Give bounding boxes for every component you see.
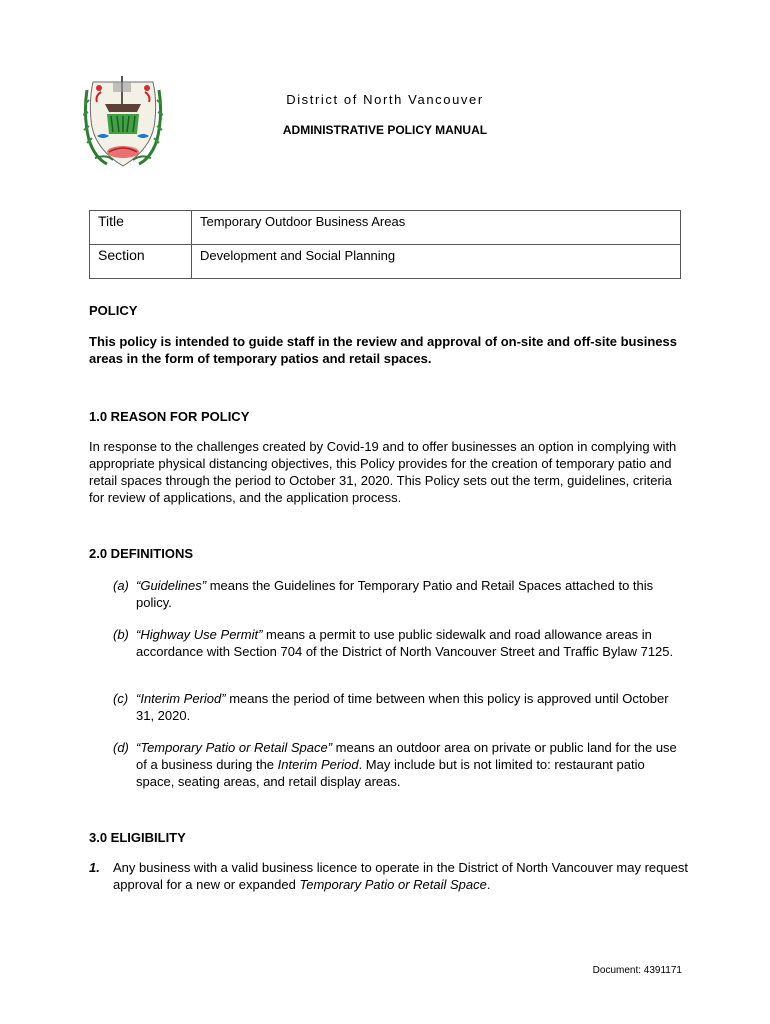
eligibility-item <box>89 859 689 893</box>
definition-term: “Highway Use Permit” <box>136 627 263 642</box>
definition-text: means the Guidelines for Temporary Patio and Retail Spaces attached to this policy. <box>136 578 654 610</box>
definition-label: (a) <box>113 578 129 593</box>
district-crest-logo <box>83 70 163 170</box>
eligibility-term: Temporary Patio or Retail Space <box>299 877 487 892</box>
document-number: Document: 4391171 <box>592 965 682 976</box>
policy-meta-table <box>89 210 681 279</box>
organization-name: District of North Vancouver <box>286 92 484 107</box>
eligibility-text: Any business with a valid business licence to operate in the District of North Vancouver may request approval for a new or expanded <box>113 860 688 892</box>
section-value: Development and Social Planning <box>192 245 681 279</box>
eligibility-number: 1. <box>89 860 100 875</box>
definition-term: “Interim Period” <box>136 691 226 706</box>
table-row <box>90 211 681 245</box>
definition-term: “Guidelines” <box>136 578 207 593</box>
definition-inline-term: Interim Period <box>277 757 359 772</box>
table-row <box>90 245 681 279</box>
definition-item <box>113 690 683 724</box>
definition-label: (d) <box>113 740 129 755</box>
reason-paragraph: In response to the challenges created by Covid-19 and to offer businesses an option in complying with appropriate physical distancing objectives, this Policy provides for the creation of temporary patio and retail spaces through the period to October 31, 2020. This Policy sets out the term, guidelines, criteria for review of applications, and the application process. <box>89 439 677 505</box>
definition-item <box>113 626 683 660</box>
manual-title: ADMINISTRATIVE POLICY MANUAL <box>282 123 488 137</box>
definition-item <box>113 577 683 611</box>
definition-label: (c) <box>113 691 129 706</box>
title-key: Title <box>90 211 192 245</box>
definition-text: means the period of time between when this policy is approved until October 31, 2020. <box>136 691 669 723</box>
eligibility-text: . <box>486 877 491 892</box>
definitions-heading: 2.0 DEFINITIONS <box>89 546 194 561</box>
policy-heading: POLICY <box>89 303 138 318</box>
title-value: Temporary Outdoor Business Areas <box>192 211 681 245</box>
definition-item <box>113 739 683 790</box>
definition-text: . May include but is not limited to: restaurant patio space, seating areas, and retail display areas. <box>136 757 645 789</box>
policy-statement: This policy is intended to guide staff in the review and approval of on-site and off-site business areas in the form of temporary patios and retail spaces. <box>89 334 677 366</box>
reason-heading: 1.0 REASON FOR POLICY <box>89 409 250 424</box>
definition-text: means a permit to use public sidewalk and road allowance areas in accordance with Section 704 of the District of North Vancouver Street and Traffic Bylaw 7125. <box>136 627 674 659</box>
definition-term: “Temporary Patio or Retail Space” <box>136 740 333 755</box>
eligibility-heading: 3.0 ELIGIBILITY <box>89 830 186 845</box>
definition-text: means an outdoor area on private or public land for the use of a business during the <box>136 740 677 772</box>
definition-label: (b) <box>113 627 129 642</box>
section-key: Section <box>90 245 192 279</box>
